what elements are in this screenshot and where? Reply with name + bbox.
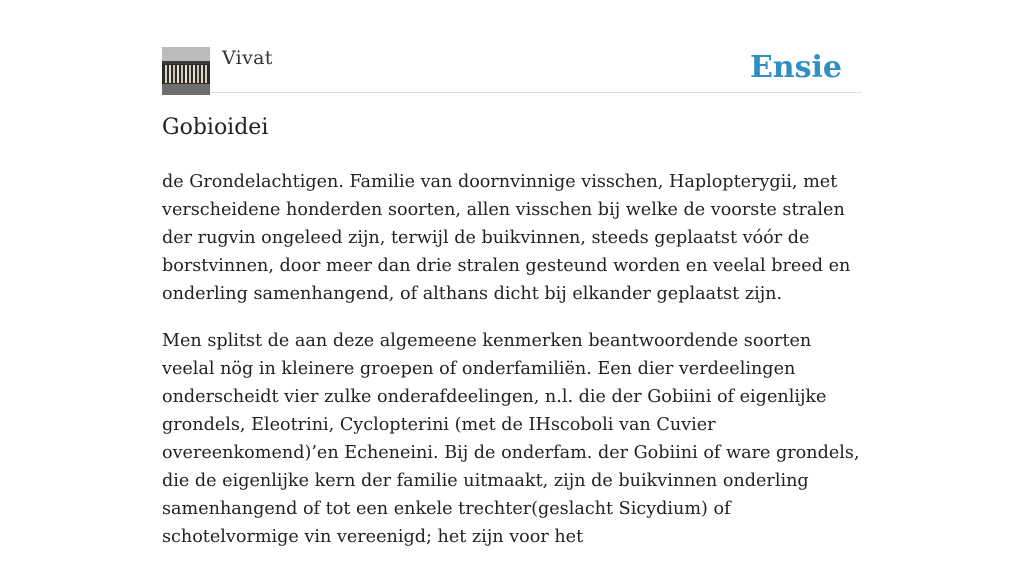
author-avatar[interactable] (162, 47, 210, 95)
author-name[interactable]: Vivat (222, 47, 273, 69)
article-body (162, 168, 862, 570)
site-header (162, 46, 862, 93)
article-paragraph: Men splitst de aan deze algemeene kenmerken beantwoordende soorten veelal nög in kleinere groepen of onderfamiliën. Een dier verdeelingen onderscheidt vier zulke onderafdeelingen, n.l. die der Gobiini of eigenlijke grondels, Eleotrini, Cyclopterini (met de IHscoboli van Cuvier overeenkomend)’en Echeneini. Bij de onderfam. der Gobiini of ware grondels, die de eigenlijke kern der familie uitmaakt, zijn de buikvinnen onderling samenhangend of tot een enkele trechter(geslacht Sicydium) of schotelvormige vin vereenigd; het zijn voor het (162, 331, 860, 547)
article-title: Gobioidei (162, 115, 269, 140)
books-avatar-image (162, 47, 210, 95)
article-paragraph: de Grondelachtigen. Familie van doornvinnige visschen, Haplopterygii, met verscheidene honderden soorten, allen visschen bij welke de voorste stralen der rugvin ongeleed zijn, terwijl de buikvinnen, steeds geplaatst vóór de borstvinnen, door meer dan drie stralen gesteund worden en veelal breed en onderling samenhangend, of althans dicht bij elkander geplaatst zijn. (162, 172, 851, 304)
brand-logo[interactable]: Ensie (749, 50, 842, 85)
